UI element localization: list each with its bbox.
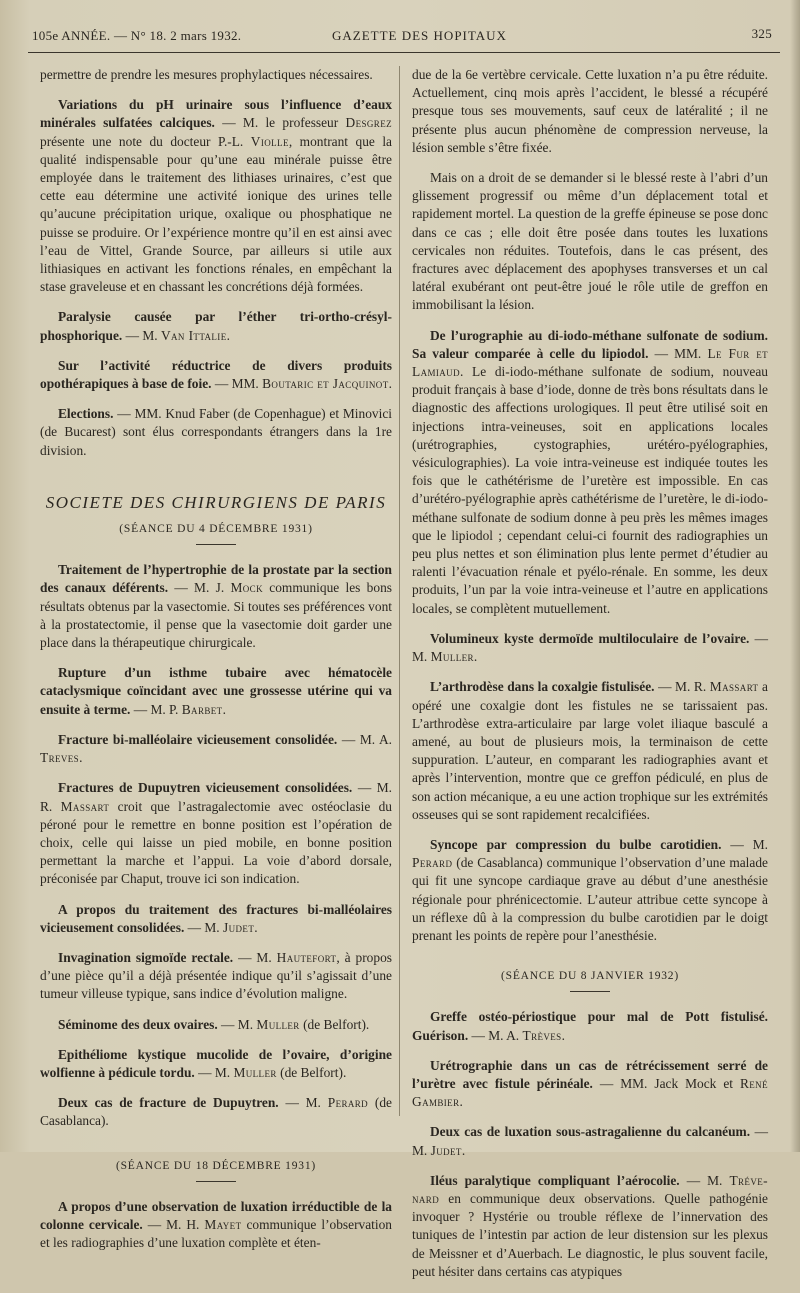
left-column <box>40 66 392 1264</box>
paragraph: due de la 6e vertèbre cervicale. Cette luxation n’a pu être réduite. Actuellement, cinq mois après l’accident, le blessé a récupéré presque tous ses mouvements, sauf ceux de latéralité ; il ne présente plus aucun phénomène de compression nerveuse, la lésion semble s’être fixée. <box>412 67 768 155</box>
article-entry: Fracture bi-malléolaire vicieusement consolidée. — M. A. Treves. <box>40 731 392 766</box>
article-entry: Greffe ostéo-périostique pour mal de Pott fistulisé. Guérison. — M. A. Trèves. <box>412 1009 768 1043</box>
article-entry: Deux cas de fracture de Dupuytren. — M. Perard (de Casablanca). <box>40 1095 392 1129</box>
section-rule <box>196 544 236 545</box>
article-entry: De l’urographie au di-iodo-méthane sulfonate de sodium. Sa valeur comparée à celle du lipiodol. — MM. Le Fur et Lamiaud. Le di-iodo-méthane sulfonate de sodium, nouveau produit français à base d’iode, donne de très bons résultats dans le diagnostic des affections urologiques. Il peut être utilisé soit en injections intra-veineuses, soit en applications locales (urétrographies, cystographies, urétéro-pyélographies, vésiculographies). La voie intra-veineuse est indiquée toutes les fois que le cathétérisme de l’uretère est impossible. En cas d’urétéro-pyélographie après cathétérisme de l’uretère, le di-iodo-méthane sulfonate de sodium donne à peu près les mêmes images que le lipiodol ; cependant celui-ci fournit des radiographies un peu plus nettes et son élimination plus lente permet d’étudier au ralenti l’évacuation rénale et pyélo-rénale. En somme, les deux produits, l’un par la voie intra-veineuse et l’autre en applications locales, se complètent mutuellement. <box>412 327 768 616</box>
session-date: (SÉANCE DU 18 DÉCEMBRE 1931) <box>115 1159 316 1172</box>
article-entry: Fractures de Dupuytren vicieusement consolidées. — M. R. Massart croit que l’astragalectomie avec ostéoclasie du péroné pour le remettre en bonne position est l’opération de choix, celle qui laisse un pied mobile, en bonne position permettant la marche et l’appui. La voie d’abord dorsale, préconisée par Chaput, trouve ici son indication. <box>40 780 392 887</box>
article-entry: Sur l’activité réductrice de divers produits opothérapiques à base de foie. — MM. Boutaric et Jacquinot. <box>40 357 392 392</box>
article-entry: Traitement de l’hypertrophie de la prostate par la section des canaux déférents. — M. J. Mock communique les bons résultats obtenus par la vasectomie. Si toutes ses préférences vont à la prostatectomie, il pense que la vasectomie doit garder une place dans la thérapeutique chirurgicale. <box>40 562 392 651</box>
article-entry: Rupture d’un isthme tubaire avec hématocèle cataclysmique coïncidant avec une grossesse utérine qui va ensuite à terme. — M. P. Barbet. <box>40 665 392 717</box>
article-entry: A propos d’une observation de luxation irréductible de la colonne cervicale. — M. H. Mayet communique l’observation et les radiographies d’une luxation complète et éten- <box>40 1198 393 1251</box>
article-entry: Volumineux kyste dermoïde multiloculaire de l’ovaire. — M. Muller. <box>412 630 768 665</box>
article-entry: Epithéliome kystique mucolide de l’ovaire, d’origine wolfienne à pédicule tordu. — M. Muller (de Belfort). <box>40 1046 392 1080</box>
paragraph: permettre de prendre les mesures prophylactiques nécessaires. <box>40 67 373 82</box>
article-entry: L’arthrodèse dans la coxalgie fistulisée. — M. R. Massart a opéré une coxalgie dont les fistules ne se tarissaient pas. L’arthrodèse extra-articulaire par large volet iliaque basculé a amené, au bout de plusieurs mois, la terminaison de cette suppuration. L’auteur, en comparant les radiographies avant et après l’intervention, montre que ce greffon pédiculé, en plus de son action mécanique, a eu une action trophique sur les extrémités osseuses qui se sont rapidement recalcifiées. <box>412 679 768 822</box>
article-entry: Variations du pH urinaire sous l’influence d’eaux minérales sulfatées calciques. — M. le professeur Desgrez présente une note du docteur P.-L. Violle, montrant que la qualité indispensable pour qu’une eau minérale puisse être employée dans le traitement des lithiases urinaires, c’est que cette eau détermine une activité ionique des urines telle qu’aucune précipitation urique, oxalique ou phosphatique ne puisse se produire. Or l’expérience montre qu’il en est ainsi avec l’eau de Vittel, Grande Source, par ailleurs si utile aux lithiasiques en activant les fonctions rénales, en empêchant la stase graveleuse et en chassant les concrétions déjà formées. <box>40 97 392 295</box>
right-column <box>412 66 768 1293</box>
header-rule <box>28 52 780 53</box>
article-entry: Séminome des deux ovaires. — M. Muller (de Belfort). <box>58 1016 370 1032</box>
article-entry: Syncope par compression du bulbe carotidien. — M. Perard (de Casablanca) communique l’observation d’une malade qui fit une syncope cardiaque grave au début d’une anesthésie régionale pour phrénicectomie. L’auteur attribue cette syncope à un réflexe dû à la compression du bulbe carotidien par le doigt prenant les points de repère pour l’anesthésie. <box>412 836 768 943</box>
section-rule <box>570 991 610 992</box>
article-entry: A propos du traitement des fractures bi-malléolaires vicieusement consolidées. — M. Judet. <box>40 901 392 935</box>
article-entry: Deux cas de luxation sous-astragalienne du calcanéum. — M. Judet. <box>412 1124 768 1158</box>
article-entry: Invagination sigmoïde rectale. — M. Hautefort, à propos d’une pièce qu’il a déjà présentée indique qu’il s’agissait d’une tumeur villeuse typique, sans indice d’évolution maligne. <box>40 949 392 1002</box>
paragraph: Mais on a droit de se demander si le blessé reste à l’abri d’un glissement progressif ou même d’un déplacement total et rapidement mortel. La question de la greffe épineuse se pose donc dans ce cas ; elle doit être posée dans toutes les luxations cervicales non réduites. Toutefois, dans le cas présent, des fractures avec déplacement des apophyses transverses et un cal latéral exubérant ont peut-être joué le rôle utile de greffon en immobilisant la lésion. <box>412 170 768 313</box>
article-entry: Iléus paralytique compliquant l’aérocolie. — M. Tréve-nard en communique deux observations. Quelle pathogénie invoquer ? Hystérie ou trouble réflexe de l’innervation des tuniques de l’intestin par action de leur distension sur les plexus de Meissner et d’Auerbach. Le diagnostic, le plus souvent facile, peut hésiter dans certains cas atypiques <box>412 1172 768 1279</box>
session-date: (SÉANCE DU 8 JANVIER 1932) <box>501 970 679 983</box>
society-heading: SOCIETE DES CHIRURGIENS DE PARIS <box>45 492 387 512</box>
column-divider <box>399 66 400 1116</box>
article-entry: Elections. — MM. Knud Faber (de Copenhague) et Minovici (de Bucarest) sont élus correspondants étrangers dans la 1re division. <box>40 406 392 458</box>
page-header <box>32 22 776 46</box>
journal-title: GAZETTE DES HOPITAUX <box>332 28 507 43</box>
session-date: (SÉANCE DU 4 DÉCEMBRE 1931) <box>119 523 313 536</box>
section-rule <box>196 1181 236 1182</box>
article-entry: Paralysie causée par l’éther tri-ortho-crésyl-phosphorique. — M. Van Ittalie. <box>40 309 392 343</box>
page-number: 325 <box>751 26 772 41</box>
issue-info: 105e ANNÉE. — N° 18. 2 mars 1932. <box>32 28 242 43</box>
article-entry: Urétrographie dans un cas de rétrécissement serré de l’urètre avec fistule périnéale. — MM. Jack Mock et René Gambier. <box>412 1057 768 1110</box>
